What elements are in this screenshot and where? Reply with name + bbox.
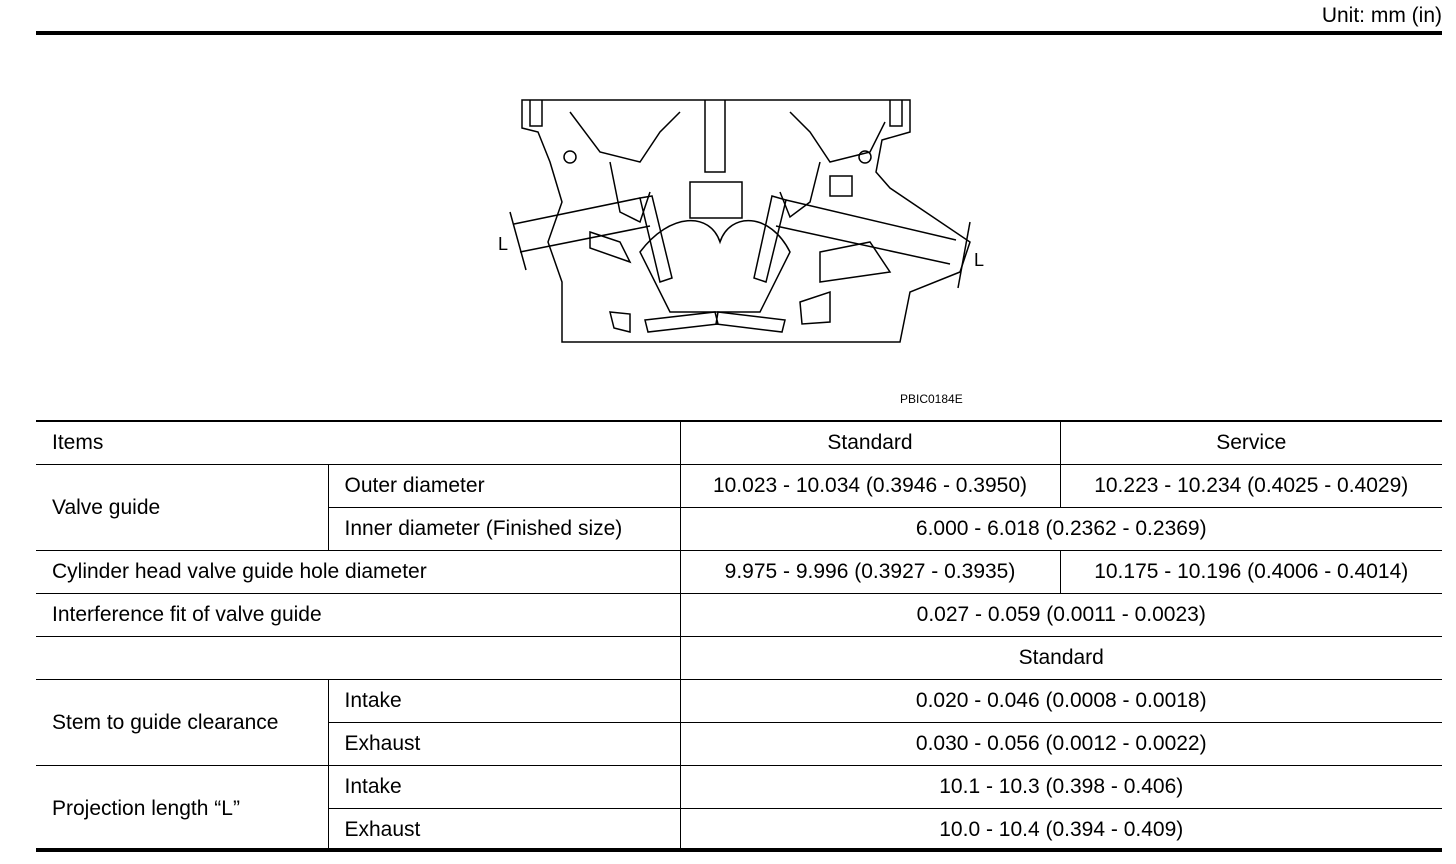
table-row <box>36 680 1442 723</box>
clearance-exhaust-value: 0.030 - 0.056 (0.0012 - 0.0022) <box>680 723 1442 766</box>
projection-exhaust-label: Exhaust <box>328 809 680 852</box>
header-items: Items <box>36 421 680 465</box>
interference-label: Interference fit of valve guide <box>36 594 680 637</box>
table-row <box>36 551 1442 594</box>
figure-label-left: L <box>498 234 509 254</box>
unit-label: Unit: mm (in) <box>1321 4 1442 27</box>
figure-label-right: L <box>974 250 985 270</box>
table-row <box>36 465 1442 508</box>
inner-diameter-value: 6.000 - 6.018 (0.2362 - 0.2369) <box>680 508 1442 551</box>
clearance-label: Stem to guide clearance <box>36 680 328 766</box>
projection-intake-value: 10.1 - 10.3 (0.398 - 0.406) <box>680 766 1442 809</box>
clearance-exhaust-label: Exhaust <box>328 723 680 766</box>
table-row <box>36 766 1442 809</box>
top-rule <box>36 31 1442 35</box>
interference-value: 0.027 - 0.059 (0.0011 - 0.0023) <box>680 594 1442 637</box>
projection-intake-label: Intake <box>328 766 680 809</box>
valve-guide-label: Valve guide <box>36 465 328 551</box>
standard-subheader: Standard <box>680 637 1442 680</box>
outer-diameter-service: 10.223 - 10.234 (0.4025 - 0.4029) <box>1060 465 1442 508</box>
hole-diameter-standard: 9.975 - 9.996 (0.3927 - 0.3935) <box>680 551 1060 594</box>
projection-label: Projection length “L” <box>36 766 328 852</box>
figure-code: PBIC0184E <box>900 392 963 406</box>
table-row <box>36 594 1442 637</box>
hole-diameter-service: 10.175 - 10.196 (0.4006 - 0.4014) <box>1060 551 1442 594</box>
outer-diameter-standard: 10.023 - 10.034 (0.3946 - 0.3950) <box>680 465 1060 508</box>
inner-diameter-label: Inner diameter (Finished size) <box>328 508 680 551</box>
empty-cell <box>36 637 680 680</box>
table-row <box>36 637 1442 680</box>
outer-diameter-label: Outer diameter <box>328 465 680 508</box>
hole-diameter-label: Cylinder head valve guide hole diameter <box>36 551 680 594</box>
header-standard: Standard <box>680 421 1060 465</box>
spec-table <box>36 420 1442 852</box>
clearance-intake-label: Intake <box>328 680 680 723</box>
projection-exhaust-value: 10.0 - 10.4 (0.394 - 0.409) <box>680 809 1442 852</box>
header-service: Service <box>1060 421 1442 465</box>
clearance-intake-value: 0.020 - 0.046 (0.0008 - 0.0018) <box>680 680 1442 723</box>
bottom-rule <box>36 848 1442 852</box>
cylinder-head-diagram <box>490 92 990 350</box>
header-row <box>36 421 1442 465</box>
